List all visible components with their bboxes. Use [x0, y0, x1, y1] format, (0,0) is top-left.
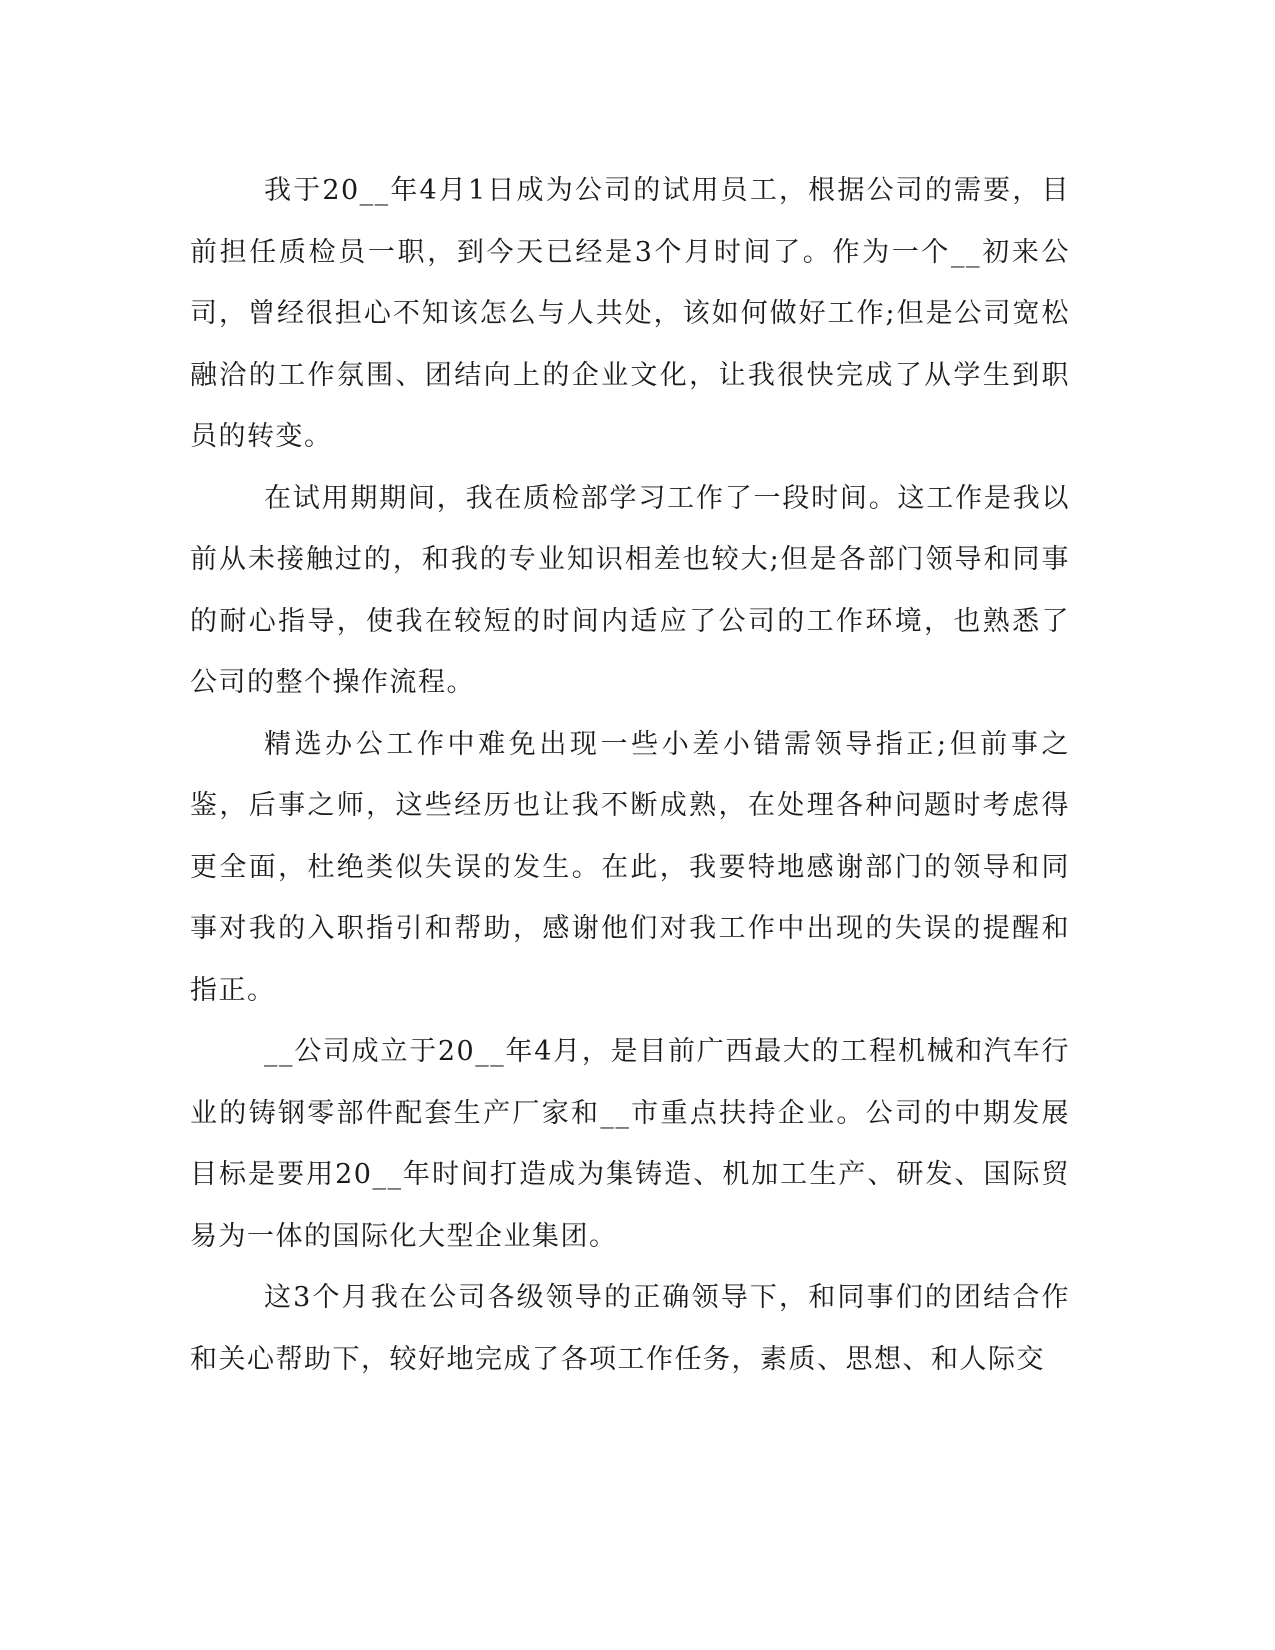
document-body	[190, 160, 1070, 1390]
paragraph-5: 这3个月我在公司各级领导的正确领导下，和同事们的团结合作和关心帮助下，较好地完成了各项工作任务，素质、思想、和人际交	[190, 1282, 1070, 1375]
paragraph-4: __公司成立于20__年4月，是目前广西最大的工程机械和汽车行业的铸钢零部件配套生产厂家和__市重点扶持企业。公司的中期发展目标是要用20__年时间打造成为集铸造、机加工生产、研发、国际贸易为一体的国际化大型企业集团。	[190, 1036, 1070, 1252]
paragraph-3: 精选办公工作中难免出现一些小差小错需领导指正;但前事之鉴，后事之师，这些经历也让我不断成熟，在处理各种问题时考虑得更全面，杜绝类似失误的发生。在此，我要特地感谢部门的领导和同事对我的入职指引和帮助，感谢他们对我工作中出现的失误的提醒和指正。	[190, 728, 1070, 1006]
paragraph-2: 在试用期期间，我在质检部学习工作了一段时间。这工作是我以前从未接触过的，和我的专业知识相差也较大;但是各部门领导和同事的耐心指导，使我在较短的时间内适应了公司的工作环境，也熟悉了公司的整个操作流程。	[190, 482, 1070, 698]
paragraph-1: 我于20__年4月1日成为公司的试用员工，根据公司的需要，目前担任质检员一职，到今天已经是3个月时间了。作为一个__初来公司，曾经很担心不知该怎么与人共处，该如何做好工作;但是公司宽松融洽的工作氛围、团结向上的企业文化，让我很快完成了从学生到职员的转变。	[190, 175, 1070, 452]
